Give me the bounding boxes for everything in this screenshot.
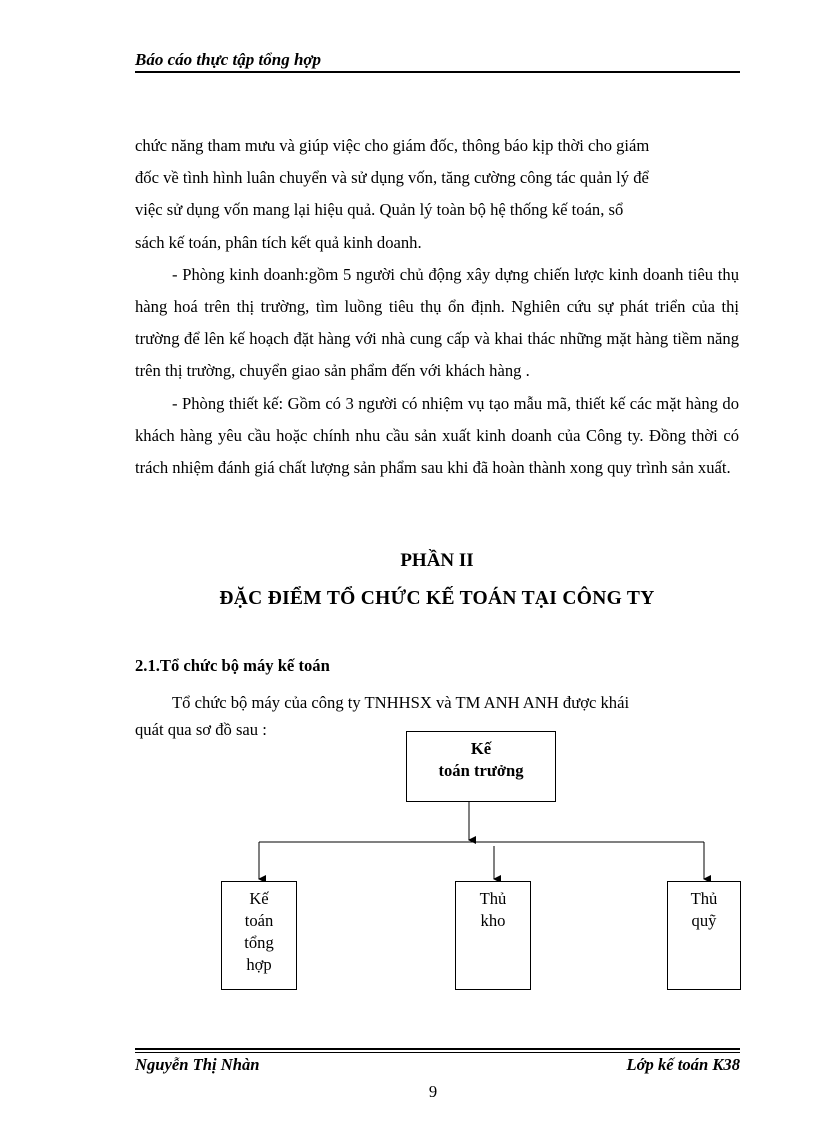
footer-class: Lớp kế toán K38	[626, 1055, 740, 1074]
footer-rule	[135, 1048, 740, 1050]
box-label: Kế	[470, 739, 492, 758]
page-header-title: Báo cáo thực tập tổng hợp	[135, 50, 322, 69]
box-label: tổng	[244, 933, 274, 952]
paragraph-line: chức năng tham mưu và giúp việc cho giám đốc, thông báo kịp thời cho giám	[135, 136, 650, 155]
org-box-warehouse-keeper	[455, 881, 531, 990]
chapter-title: ĐẶC ĐIỂM TỔ CHỨC KẾ TOÁN TẠI CÔNG TY	[219, 588, 655, 609]
box-label: toán	[244, 911, 274, 930]
paragraph-line: đốc về tình hình luân chuyển và sử dụng vốn, tăng cường công tác quản lý để	[135, 168, 649, 188]
paragraph-line: sách kế toán, phân tích kết quả kinh doanh.	[135, 232, 422, 252]
box-label: quỹ	[691, 911, 717, 930]
footer-rule	[135, 1052, 740, 1053]
box-label: Thủ	[690, 889, 718, 908]
box-label: toán trưởng	[438, 761, 524, 780]
org-box-chief-accountant	[406, 731, 556, 802]
box-label: kho	[480, 911, 506, 930]
footer-author: Nguyễn Thị Nhàn	[135, 1055, 260, 1074]
intro-line: Tổ chức bộ máy của công ty TNHHSX và TM ANH ANH được khái	[172, 693, 630, 712]
box-label: Kế	[249, 889, 269, 908]
page-number: 9	[428, 1082, 438, 1101]
box-label: hợp	[246, 955, 272, 974]
org-box-cashier	[667, 881, 741, 990]
box-label: Thủ	[479, 889, 507, 908]
paragraph-design-dept: - Phòng thiết kế: Gồm có 3 người có nhiệm vụ tạo mẫu mã, thiết kế các mặt hàng do khách hàng yêu cầu hoặc chính nhu cầu sản xuất kinh doanh của Công ty. Đồng thời có trách nhiệm đánh giá chất lượng sản phẩm sau khi đã hoàn thành xong quy trình sản xuất.	[135, 393, 739, 478]
org-box-general-accountant	[221, 881, 297, 990]
intro-line: quát qua sơ đồ sau :	[135, 720, 267, 739]
part-title: PHẦN II	[400, 550, 474, 571]
section-heading: 2.1.Tổ chức bộ máy kế toán	[135, 656, 330, 675]
paragraph-line: việc sử dụng vốn mang lại hiệu quả. Quản lý toàn bộ hệ thống kế toán, sổ	[135, 200, 624, 220]
paragraph-sales-dept: - Phòng kinh doanh:gồm 5 người chủ động xây dựng chiến lược kinh doanh tiêu thụ hàng hoá trên thị trường, tìm luồng tiêu thụ ổn định. Nghiên cứu sự phát triển của thị trường để lên kế hoạch đặt hàng với nhà cung cấp và khai thác những mặt hàng tiềm năng trên thị trường, chuyển giao sản phẩm đến với khách hàng .	[135, 264, 739, 381]
